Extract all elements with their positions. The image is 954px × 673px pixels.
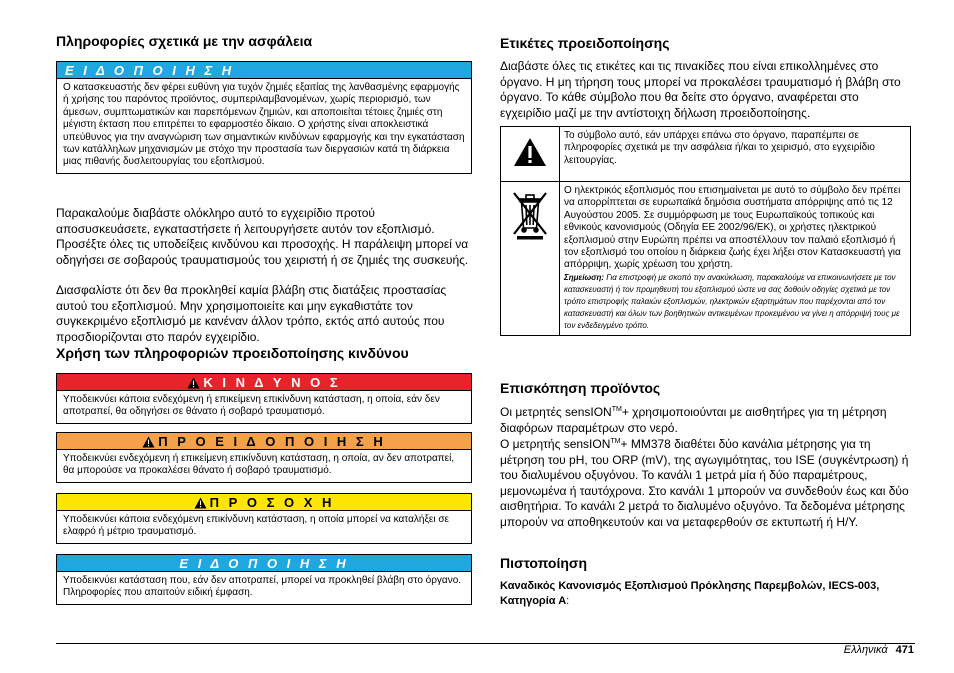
page-footer xyxy=(844,644,914,657)
notice-definition-box xyxy=(56,554,472,605)
caution-box-text: Υποδεικνύει κάποια ενδεχόμενη επικίνδυνη κατάσταση, η οποία μπορεί να καταλήξει σε ελαφρό ή μέτριο τραυματισμό. xyxy=(63,514,450,538)
caution-box xyxy=(56,493,472,544)
label-text: Το σύμβολο αυτό, εάν υπάρχει επάνω στο όργανο, παραπέμπει σε πληροφορίες σχετικά με την ασφάλεια ή/και το χειρισμό, στο εγχειρίδιο λειτουργίας. xyxy=(560,127,911,182)
warning-box-text: Υποδεικνύει ενδεχόμενη ή επικείμενη επικίνδυνη κατάσταση, η οποία, αν δεν αποτραπεί, θα μπορούσε να προκαλέσει θάνατο ή σοβαρό τραυματισμό. xyxy=(63,453,455,477)
overview-p1-text-b: + χρησιμοποιούνται με αισθητήρες για τη μέτρηση διαφόρων παραμέτρων στο νερό. xyxy=(500,405,887,435)
weee-note xyxy=(564,272,905,332)
label-row xyxy=(501,127,911,182)
danger-label: Κ Ι Ν Δ Υ Ν Ο Σ xyxy=(203,375,341,390)
warning-triangle-icon xyxy=(142,435,155,452)
trademark-mark: TM xyxy=(611,406,622,413)
intro-paragraph-2: Διασφαλίστε ότι δεν θα προκληθεί καμία βλάβη στις διατάξεις προστασίας αυτού του εξοπλισμού. Μην χρησιμοποιείτε και μην εγκαθιστάτε τον συγκεκριμένο εξοπλισμό με κανέναν άλλον τρόπο, εκτός από αυτούς που προσδιορίζονται στο παρόν εγχειρίδιο. xyxy=(56,283,447,344)
note-text: Για επιστροφή με σκοπό την ανακύκλωση, παρακαλούμε να επικοινωνήσετε με τον κατασκευαστή ή τον προμηθευτή του εξοπλισμού ώστε να σας δοθούν οδηγίες σχετικά με τον τρόπο επιστροφής παλαιών εξοπλισμών, ηλεκτρικών εξαρτημάτων που παρέχονται από τον κατασκευαστή και όλων των βοηθητικών αντικειμένων προκειμένου να γίνει η απόρριψή τους με τον ενδεδειγμένο τρόπο. xyxy=(564,272,900,330)
danger-box-text: Υποδεικνύει κάποια ενδεχόμενη ή επικείμενη επικίνδυνη κατάσταση, η οποία, εάν δεν αποτραπεί, θα οδηγήσει σε θάνατο ή σοβαρό τραυματισμό. xyxy=(63,394,440,418)
certification-heading: Πιστοποίηση xyxy=(500,555,588,571)
danger-box xyxy=(56,373,472,424)
trademark-mark: TM xyxy=(610,438,621,445)
certification-colon: : xyxy=(566,595,570,607)
notice-box-text: Ο κατασκευαστής δεν φέρει ευθύνη για τυχόν ζημιές εξαιτίας της λανθασμένης εφαρμογής ή χρήσης του παρόντος προϊόντος, συμπεριλαμβανομένων, χωρίς περιορισμό, των άμεσων, συμπτωματικών και παρεπόμενων ζημιών, και αποποιείται τέτοιες ζημιές στη μέγιστη έκταση που επιτρέπει το εφαρμοστέο δίκαιο. Ο χρήστης είναι αποκλειστικά υπεύθυνος για την αναγνώριση των σημαντικών κινδύνων εφαρμογής και την εγκατάσταση των κατάλληλων μηχανισμών με στόχο την προστασία των διεργασιών κατά τη διάρκεια μιας πιθανής δυσλειτουργίας του εξοπλισμού. xyxy=(63,82,465,168)
safety-heading: Πληροφορίες σχετικά με την ασφάλεια xyxy=(56,33,313,49)
labels-heading: Ετικέτες προειδοποίησης xyxy=(500,35,670,51)
notice-definition-text: Υποδεικνύει κατάσταση που, εάν δεν αποτραπεί, μπορεί να προκληθεί βλάβη στο όργανο. Πληροφορίες που απαιτούν ειδική έμφαση. xyxy=(63,575,462,599)
certification-regulation: Καναδικός Κανονισμός Εξοπλισμού Πρόκλησης Παρεμβολών, IECS-003, Κατηγορία Α xyxy=(500,580,880,607)
label-text xyxy=(560,182,911,336)
warning-triangle-icon xyxy=(513,159,547,170)
warning-box xyxy=(56,432,472,483)
weee-text: Ο ηλεκτρικός εξοπλισμός που επισημαίνεται με αυτό το σύμβολο δεν πρέπει να απορρίπτεται σε ευρωπαϊκά δημόσια συστήματα απόρριψης από τις 12 Αυγούστου 2005. Σε συμμόρφωση με τους Ευρωπαϊκούς τοπικούς και εθνικούς κανονισμούς (Οδηγία ΕΕ 2002/96/ΕΚ), οι χρήστες ηλεκτρικού εξοπλισμού στην Ευρώπη πρέπει να αποστέλλουν τον παλαιό εξοπλισμό ή τον εξοπλισμό του οποίου η διάρκεια ζωής έχει λήξει στον Κατασκευαστή για απόρριψη, χωρίς χρέωση του χρήστη. xyxy=(564,185,901,271)
warning-triangle-icon xyxy=(194,496,207,513)
notice-box-header: Ε Ι Δ Ο Π Ο Ι Η Σ Η xyxy=(57,62,471,79)
label-icon-cell xyxy=(501,127,560,182)
page-number: 471 xyxy=(895,644,914,656)
warning-box-header xyxy=(57,433,471,450)
overview-paragraph-1 xyxy=(500,405,911,436)
label-icon-cell xyxy=(501,182,560,336)
caution-box-header xyxy=(57,494,471,511)
labels-table xyxy=(500,126,911,336)
hazard-info-heading: Χρήση των πληροφοριών προειδοποίησης κινδύνου xyxy=(56,345,409,361)
notice-definition-header: Ε Ι Δ Ο Π Ο Ι Η Σ Η xyxy=(57,555,471,572)
labels-paragraph: Διαβάστε όλες τις ετικέτες και τις πινακίδες που είναι επικολλημένες στο όργανο. Η μη τήρηση τους μπορεί να προκαλέσει τραυματισμό ή βλάβη στο όργανο. Το κάθε σύμβολο που θα δείτε στο όργανο, αναφέρεται στο εγχειρίδιο μαζί με την αντίστοιχη δήλωση προειδοποίησης. xyxy=(500,59,901,120)
notice-box xyxy=(56,61,472,174)
danger-box-header xyxy=(57,374,471,391)
overview-paragraph-2 xyxy=(500,437,911,531)
warning-label: Π Ρ Ο Ε Ι Δ Ο Π Ο Ι Η Σ Η xyxy=(158,434,386,449)
intro-paragraph-1: Παρακαλούμε διαβάστε ολόκληρο αυτό το εγχειρίδιο προτού αποσυσκευάσετε, εγκαταστήσετε ή λειτουργήσετε αυτόν τον εξοπλισμό. Προσέξτε όλες τις υποδείξεις κινδύνου και προσοχής. Η παράλειψη μπορεί να οδηγήσει σε σοβαρούς τραυματισμούς του χειριστή ή σε ζημιές της συσκευής. xyxy=(56,206,469,267)
warning-triangle-icon xyxy=(187,376,200,393)
caution-label: Π Ρ Ο Σ Ο Χ Η xyxy=(209,495,335,510)
overview-p2-text-b: + MM378 διαθέτει δύο κανάλια μέτρησης για τη μέτρηση του pH, του ORP (mV), της αγωγιμότητας, του ISE (συγκέντρωση) ή του διαλυμένου οξυγόνου. Το κανάλι 1 μετρά μία ή δύο παραμέτρους, μεμονωμένα ή ταυτόχρονα. Στο κανάλι 1 μπορούν να συνδεθούν έως και δύο αισθητήρια. Το κανάλι 2 μετρά το διαλυμένο οξυγόνο. Τα δεδομένα μέτρησης μπορούν να αποθηκευτούν και να μεταφερθούν σε εκτυπωτή ή Η/Υ. xyxy=(500,437,909,529)
overview-p1-text-a: Οι μετρητές sensION xyxy=(500,405,612,419)
certification-text xyxy=(500,579,900,609)
footer-divider xyxy=(56,643,915,644)
overview-heading: Επισκόπηση προϊόντος xyxy=(500,380,661,396)
note-label: Σημείωση: xyxy=(564,272,605,282)
footer-language: Ελληνικά xyxy=(843,644,888,656)
crossed-out-bin-icon xyxy=(511,232,549,243)
overview-p2-text-a: Ο μετρητής sensION xyxy=(500,437,611,451)
label-row xyxy=(501,182,911,336)
